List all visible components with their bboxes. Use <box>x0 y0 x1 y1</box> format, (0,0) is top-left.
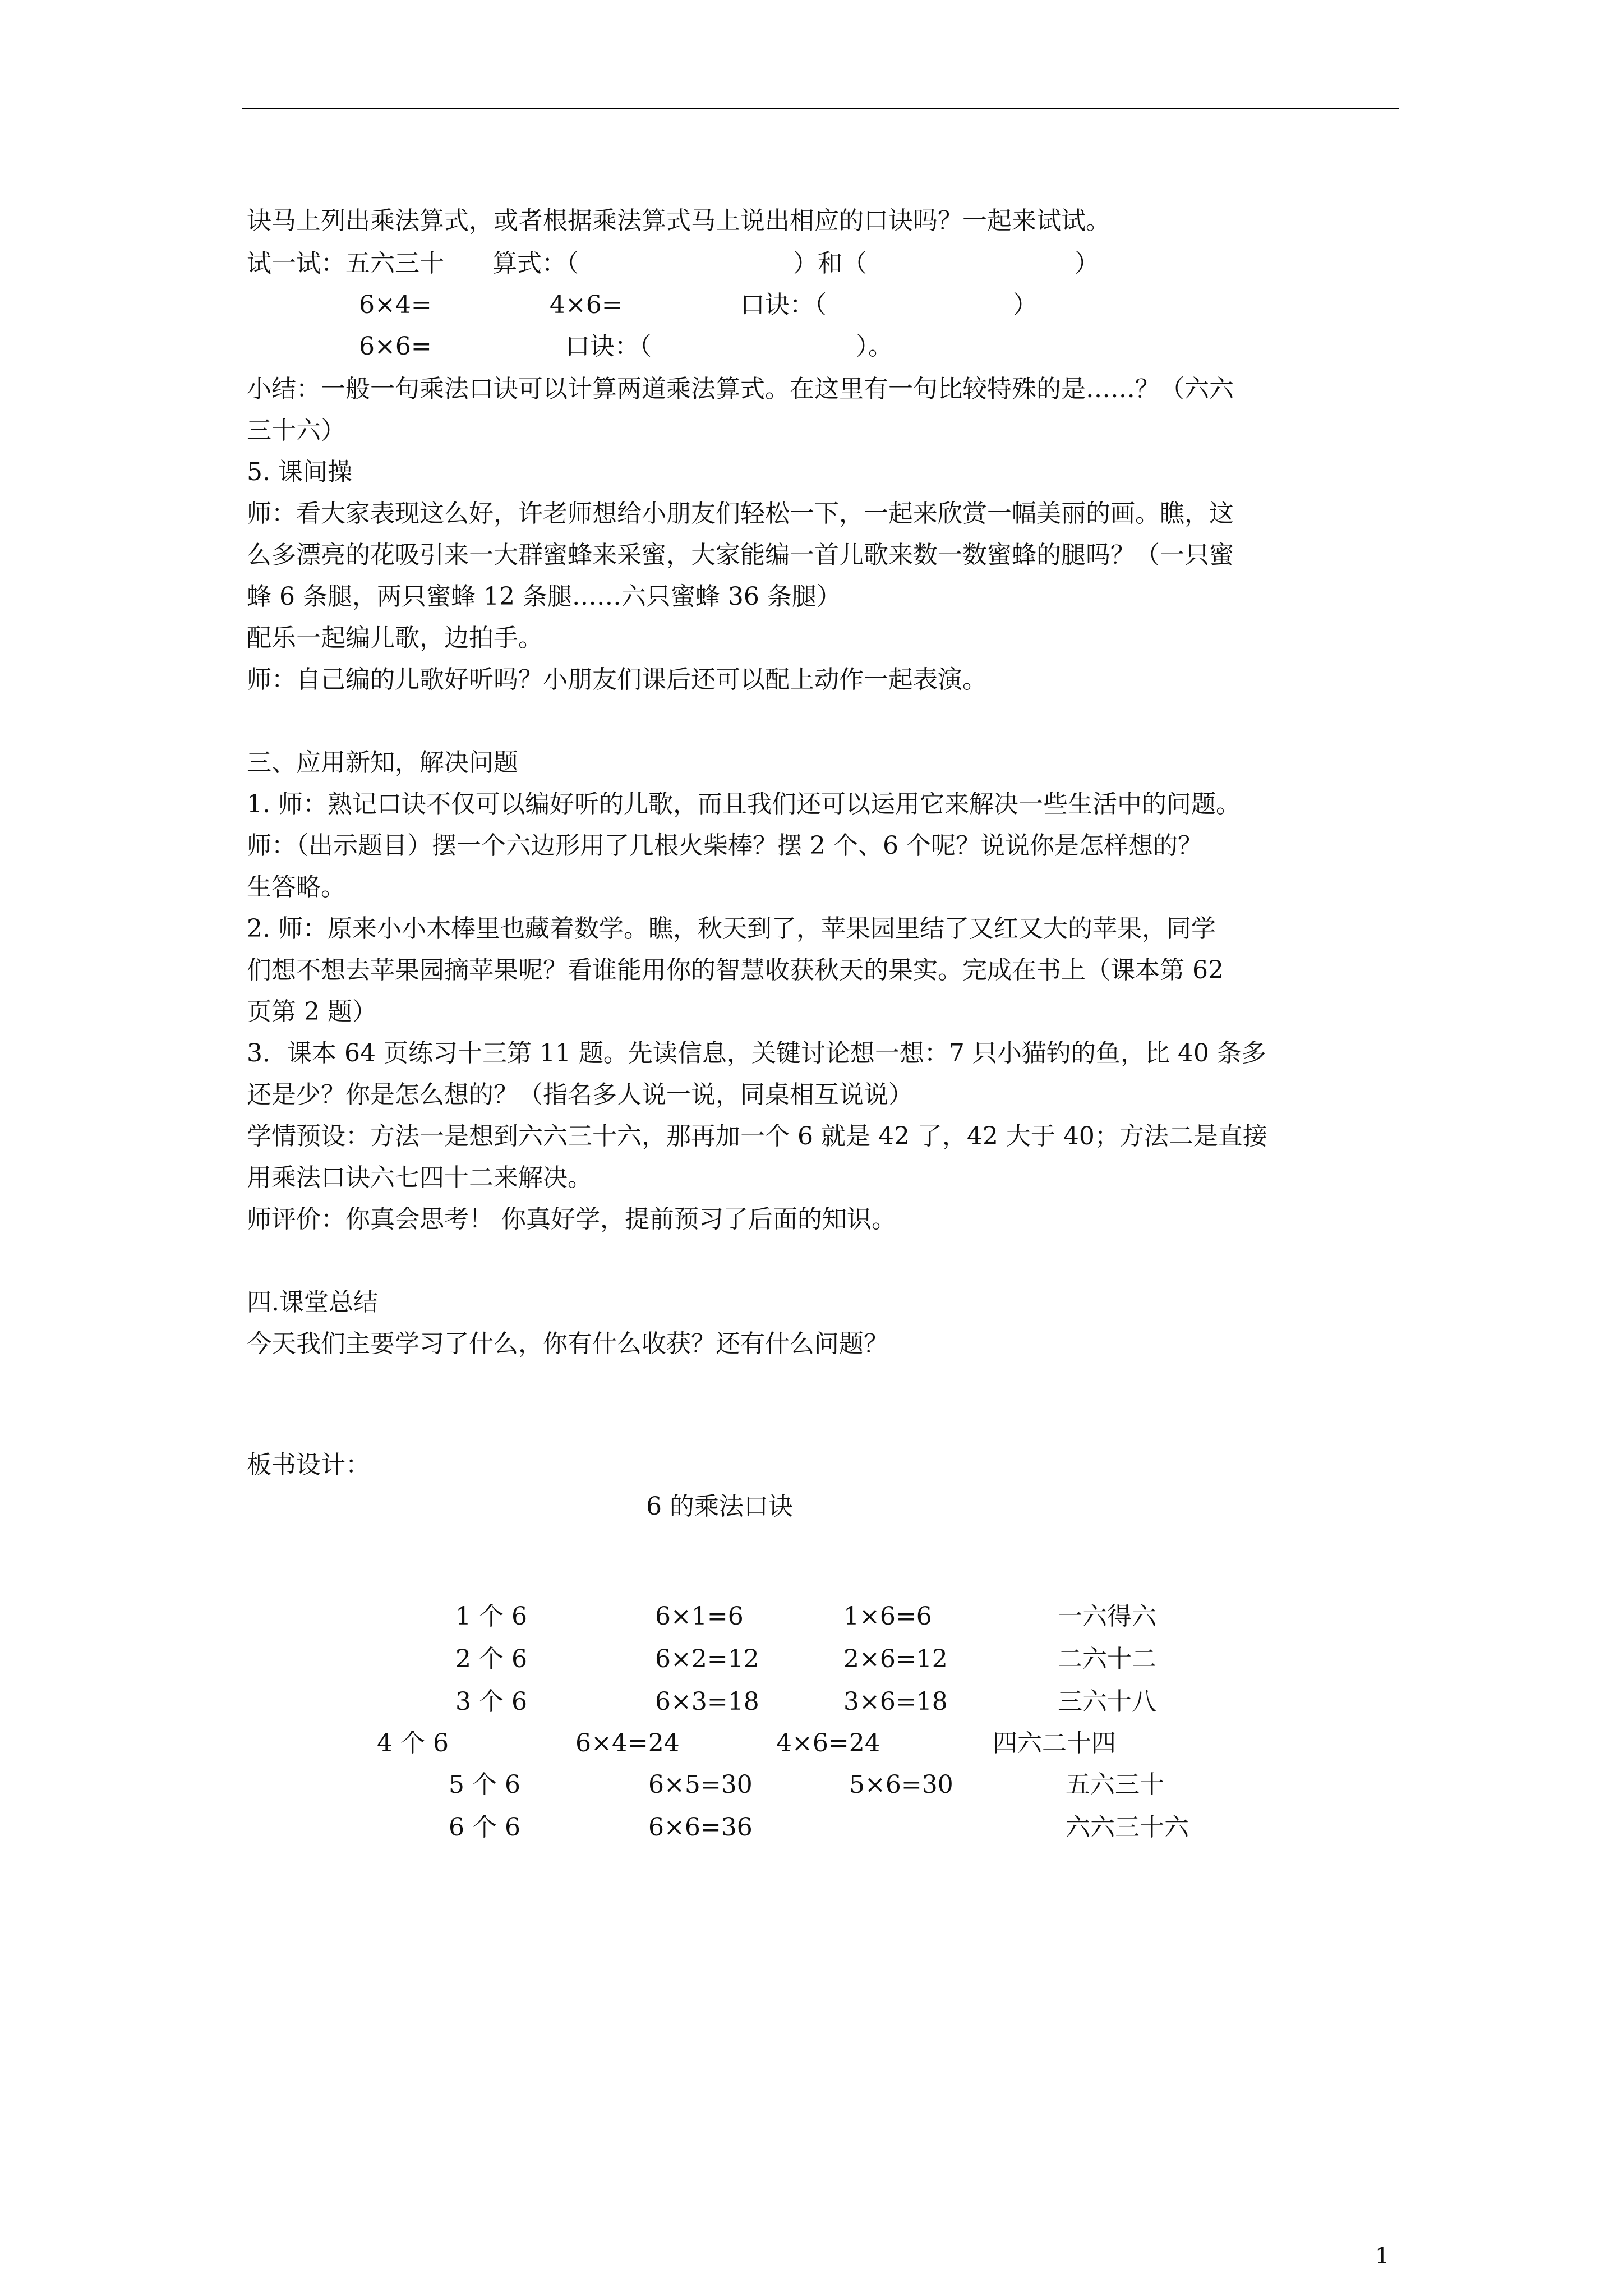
board-rhyme: 三六十八 <box>1058 1687 1156 1716</box>
try-label: 试一试：五六三十 <box>247 249 444 278</box>
paragraph-line: 师：（出示题目）摆一个六边形用了几根火柴棒？摆 2 个、6 个呢？说说你是怎样想的？ <box>247 831 1202 860</box>
board-group: 2 个 6 <box>455 1645 527 1673</box>
board-expr-2: 3×6=18 <box>843 1687 948 1716</box>
board-group: 4 个 6 <box>377 1729 449 1757</box>
board-group: 1 个 6 <box>455 1602 527 1631</box>
paragraph-line: 1. 师：熟记口诀不仅可以编好听的儿歌，而且我们还可以运用它来解决一些生活中的问题。 <box>247 790 1241 818</box>
board-expr-2: 2×6=12 <box>843 1645 948 1673</box>
try-formula-label: 算式：（ <box>492 249 579 278</box>
paragraph-line: 么多漂亮的花吸引来一大群蜜蜂来采蜜，大家能编一首儿歌来数一数蜜蜂的腿吗？（一只蜜 <box>247 541 1234 569</box>
paragraph-line: 生答略。 <box>247 873 345 901</box>
try-and: ）和（ <box>793 249 867 278</box>
koujue-close: ）。 <box>856 332 893 361</box>
board-expr-2: 1×6=6 <box>843 1602 932 1631</box>
koujue-label: 口诀：（ <box>565 332 652 361</box>
paragraph-line: 学情预设：方法一是想到六六三十六，那再加一个 6 就是 42 了，42 大于 40；方法二是直接 <box>247 1122 1267 1151</box>
paragraph-line: 们想不想去苹果园摘苹果呢？看谁能用你的智慧收获秋天的果实。完成在书上（课本第 62 <box>247 956 1224 984</box>
paragraph-line: 页第 2 题） <box>247 997 377 1026</box>
expression: 6×4= <box>359 291 432 319</box>
board-group: 5 个 6 <box>449 1770 520 1799</box>
board-rhyme: 二六十二 <box>1058 1645 1156 1673</box>
section-heading: 四.课堂总结 <box>247 1288 378 1317</box>
paragraph-line: 用乘法口诀六七四十二来解决。 <box>247 1163 592 1192</box>
board-expr-1: 6×6=36 <box>648 1813 753 1842</box>
section-heading: 三、应用新知，解决问题 <box>247 748 518 777</box>
board-group: 3 个 6 <box>455 1687 527 1716</box>
board-group: 6 个 6 <box>449 1813 520 1842</box>
board-rhyme: 四六二十四 <box>993 1729 1116 1757</box>
summary-line: 小结：一般一句乘法口诀可以计算两道乘法算式。在这里有一句比较特殊的是……？（六六 <box>247 375 1234 403</box>
board-label: 板书设计： <box>247 1451 370 1479</box>
board-expr-2: 4×6=24 <box>776 1729 880 1757</box>
paragraph-line: 蜂 6 条腿，两只蜜蜂 12 条腿……六只蜜蜂 36 条腿） <box>247 582 841 611</box>
paragraph-line: 还是少？你是怎么想的？（指名多人说一说，同桌相互说说） <box>247 1080 913 1109</box>
paragraph-line: 师评价：你真会思考！ 你真好学，提前预习了后面的知识。 <box>247 1205 896 1234</box>
board-expr-1: 6×2=12 <box>655 1645 759 1673</box>
board-expr-2: 5×6=30 <box>849 1770 953 1799</box>
board-expr-1: 6×1=6 <box>655 1602 744 1631</box>
board-rhyme: 六六三十六 <box>1066 1813 1189 1842</box>
koujue-close: ） <box>1013 291 1038 319</box>
section-heading: 5. 课间操 <box>247 458 352 486</box>
paragraph-line: 诀马上列出乘法算式，或者根据乘法算式马上说出相应的口诀吗？一起来试试。 <box>247 206 1110 235</box>
paragraph-line: 今天我们主要学习了什么，你有什么收获？还有什么问题？ <box>247 1329 888 1358</box>
try-close: ） <box>1075 249 1099 278</box>
summary-line: 三十六） <box>247 416 345 445</box>
board-expr-1: 6×3=18 <box>655 1687 759 1716</box>
paragraph-line: 师：看大家表现这么好，许老师想给小朋友们轻松一下，一起来欣赏一幅美丽的画。瞧，这 <box>247 499 1234 528</box>
board-rhyme: 一六得六 <box>1058 1602 1156 1631</box>
board-title: 6 的乘法口诀 <box>646 1492 793 1521</box>
koujue-label: 口诀：（ <box>740 291 827 319</box>
page-number: 1 <box>1375 2243 1390 2269</box>
header-rule <box>242 108 1399 109</box>
board-expr-1: 6×5=30 <box>648 1770 753 1799</box>
expression: 6×6= <box>359 332 432 361</box>
board-expr-1: 6×4=24 <box>575 1729 680 1757</box>
paragraph-line: 3．课本 64 页练习十三第 11 题。先读信息，关键讨论想一想：7 只小猫钓的鱼，比 40 条多 <box>247 1039 1266 1068</box>
paragraph-line: 2. 师：原来小小木棒里也藏着数学。瞧，秋天到了，苹果园里结了又红又大的苹果，同学 <box>247 914 1216 943</box>
board-rhyme: 五六三十 <box>1066 1770 1164 1799</box>
paragraph-line: 师：自己编的儿歌好听吗？小朋友们课后还可以配上动作一起表演。 <box>247 665 987 694</box>
paragraph-line: 配乐一起编儿歌，边拍手。 <box>247 624 543 652</box>
expression: 4×6= <box>550 291 623 319</box>
